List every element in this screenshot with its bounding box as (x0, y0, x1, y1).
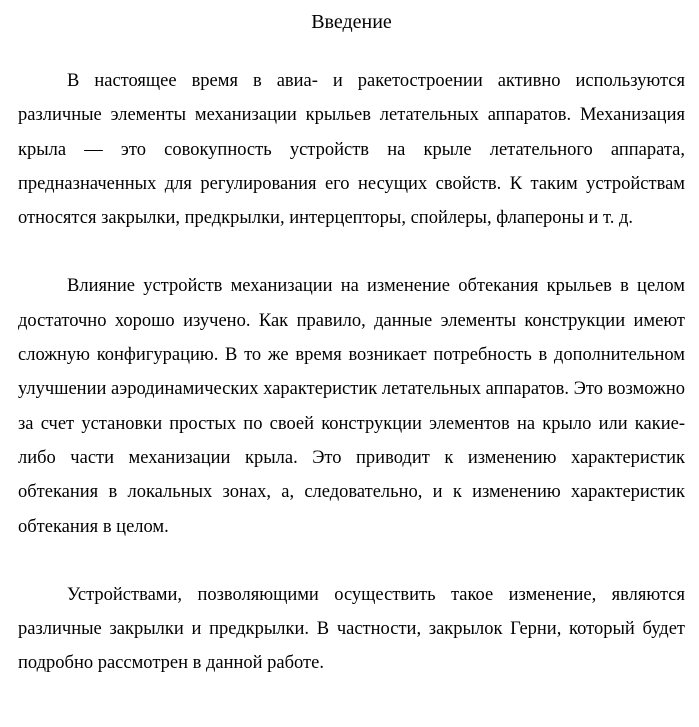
paragraph-intro: В настоящее время в авиа- и ракетостроении активно используются различные элементы механизации крыльев летательных аппаратов. Механизация крыла — это совокупность устройств на крыле летательного аппарата, предназначенных для регулирования его несущих свойств. К таким устройствам относятся закрылки, предкрылки, интерцепторы, спойлеры, флапероны и т. д. (18, 71, 685, 229)
document-page (18, 0, 685, 681)
paragraph-influence: Влияние устройств механизации на изменение обтекания крыльев в целом достаточно хорошо изучено. Как правило, данные элементы конструкции имеют сложную конфигурацию. В то же время возникает потребность в дополнительном улучшении аэродинамических характеристик летательных аппаратов. Это возможно за счет установки простых по своей конструкции элементов на крыло или какие-либо части механизации крыла. Это приводит к изменению характеристик обтекания в локальных зонах, а, следовательно, и к изменению характеристик обтекания в целом. (18, 276, 685, 537)
paragraph-devices: Устройствами, позволяющими осуществить такое изменение, являются различные закрылки и предкрылки. В частности, закрылок Герни, который будет подробно рассмотрен в данной работе. (18, 584, 685, 674)
section-title: Введение (311, 11, 392, 33)
